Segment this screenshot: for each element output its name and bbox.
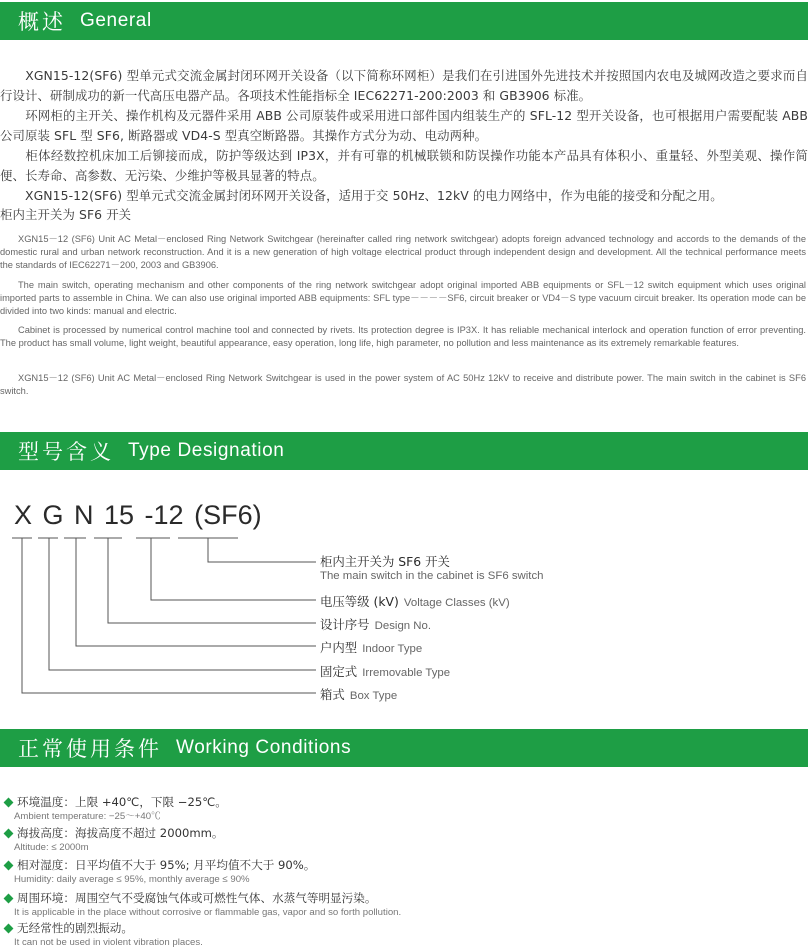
- condition-en: It is applicable in the place without corrosive or flammable gas, vapor and so forth pollution.: [14, 907, 402, 918]
- diamond-bullet-icon: [4, 861, 14, 871]
- designation-item-indoor: [320, 639, 422, 657]
- general-zh-paragraph-5: 柜内主开关为 SF6 开关: [0, 207, 132, 222]
- designation-en: The main switch in the cabinet is SF6 switch: [320, 570, 544, 582]
- designation-item-design-no: [320, 616, 431, 634]
- condition-zh: 海拔高度：海拔高度不超过 2000mm。: [17, 826, 224, 840]
- diamond-bullet-icon: [4, 829, 14, 839]
- designation-en: Irremovable Type: [362, 667, 451, 679]
- designation-zh: 户内型: [320, 640, 358, 655]
- working-conditions-title-zh: 正常使用条件: [18, 737, 162, 761]
- type-designation-header: [0, 432, 808, 470]
- general-zh-paragraph-2: 环网柜的主开关、操作机构及元器件采用 ABB 公司原装件或采用进口部件国内组装生产的 SFL-12 型开关设备，也可根据用户需要配装 ABB 公司原装 SFL 型 SF6, 断路器或 VD4-S 型真空断路器。其操作方式分为动、电动两种。: [0, 108, 808, 143]
- designation-en: Design No.: [374, 620, 432, 632]
- general-zh-paragraph-1: XGN15-12(SF6) 型单元式交流金属封闭环网开关设备（以下简称环网柜）是我们在引进国外先进技术并按照国内农电及城网改造之要求而自行设计、研制成功的新一代高压电器产品。各项技术性能指标全 IEC62271-200:2003 和 GB3906 标准。: [0, 68, 808, 103]
- designation-en: Box Type: [349, 690, 398, 702]
- designation-en: Indoor Type: [362, 643, 423, 655]
- designation-zh: 柜内主开关为 SF6 开关: [320, 554, 450, 569]
- condition-en: Ambient temperature: −25～+40℃: [14, 811, 161, 822]
- designation-zh: 箱式: [320, 687, 345, 702]
- condition-zh: 环境温度：上限 +40℃，下限 −25℃。: [17, 795, 227, 809]
- designation-item-box: [320, 686, 397, 704]
- condition-en: It can not be used in violent vibration places.: [14, 937, 203, 948]
- condition-en: Altitude: ≤ 2000m: [14, 842, 89, 853]
- condition-vibration: [4, 921, 203, 949]
- type-designation-title-en: Type Designation: [128, 440, 285, 461]
- condition-altitude: [4, 826, 224, 854]
- model-code: X G N 15 -12 (SF6): [14, 500, 262, 530]
- condition-humidity: [4, 858, 315, 886]
- designation-zh: 电压等级 (kV): [320, 594, 399, 609]
- general-title-en: General: [80, 10, 152, 31]
- condition-en: Humidity: daily average ≤ 95%, monthly average ≤ 90%: [14, 874, 250, 885]
- condition-zh: 无经常性的剧烈振动。: [17, 921, 133, 935]
- diamond-bullet-icon: [4, 798, 14, 808]
- designation-zh: 设计序号: [320, 617, 370, 632]
- designation-item-switch: [320, 554, 543, 584]
- general-en-paragraph-2: The main switch, operating mechanism and other components of the ring network switchgear adopt original imported ABB equipments or SFL－12 switch equipment which uses original imported parts to assemble in China. We can also use original imported ABB equipments: SFL type－－－－SF6, circuit breaker or VD4－S type vacuum circuit breaker. Its operation mode can be divided into two kinds: manual and electric.: [0, 280, 806, 316]
- diamond-bullet-icon: [4, 894, 14, 904]
- general-en-paragraph-3: Cabinet is processed by numerical control machine tool and connected by rivets. Its protection degree is IP3X. It has reliable mechanical interlock and operation function of error preventing. The product has small volume, light weight, beautiful appearance, easy operation, long life, high parameter, no pollution and less maintenance as its extremely remarkable features.: [0, 325, 806, 348]
- designation-item-voltage: [320, 593, 510, 611]
- condition-temperature: [4, 795, 227, 823]
- general-en-paragraph-1: XGN15－12 (SF6) Unit AC Metal－enclosed Ring Network Switchgear (hereinafter called ring network switchgear) adopts foreign advanced technology and accords to the demands of the domestic rural and urban network reconstruction. And it is a new generation of high voltage electrical product through independent design and development. All the technical performance meets the standards of IEC62271－200, 2003 and GB3906.: [0, 234, 806, 270]
- type-designation-title-zh: 型号含义: [18, 440, 114, 464]
- general-title-zh: 概述: [18, 10, 66, 34]
- general-en-paragraph-4: XGN15－12 (SF6) Unit AC Metal－enclosed Ring Network Switchgear is used in the power system of AC 50Hz 12kV to receive and distribute power. The main switch in the cabinet is SF6 switch.: [0, 373, 806, 396]
- designation-item-irremovable: [320, 663, 450, 681]
- condition-zh: 相对湿度：日平均值不大于 95%; 月平均值不大于 90%。: [17, 858, 316, 872]
- designation-en: Voltage Classes (kV): [403, 597, 510, 609]
- designation-leader-lines: [0, 530, 330, 700]
- designation-zh: 固定式: [320, 664, 358, 679]
- general-header: [0, 2, 808, 40]
- working-conditions-title-en: Working Conditions: [176, 737, 352, 758]
- diamond-bullet-icon: [4, 924, 14, 934]
- working-conditions-header: [0, 729, 808, 767]
- condition-zh: 周围环境：周围空气不受腐蚀气体或可燃性气体、水蒸气等明显污染。: [17, 891, 377, 905]
- general-zh-paragraph-3: 柜体经数控机床加工后铆接而成，防护等级达到 IP3X，并有可靠的机械联锁和防误操作功能本产品具有体积小、重量轻、外型美观、操作简便、长寿命、高参数、无污染、少维护等极具显著的特点。: [0, 148, 808, 183]
- general-zh-paragraph-4: XGN15-12(SF6) 型单元式交流金属封闭环网开关设备，适用于交 50Hz、12kV 的电力网络中，作为电能的接受和分配之用。: [0, 188, 723, 203]
- condition-environment: [4, 891, 401, 919]
